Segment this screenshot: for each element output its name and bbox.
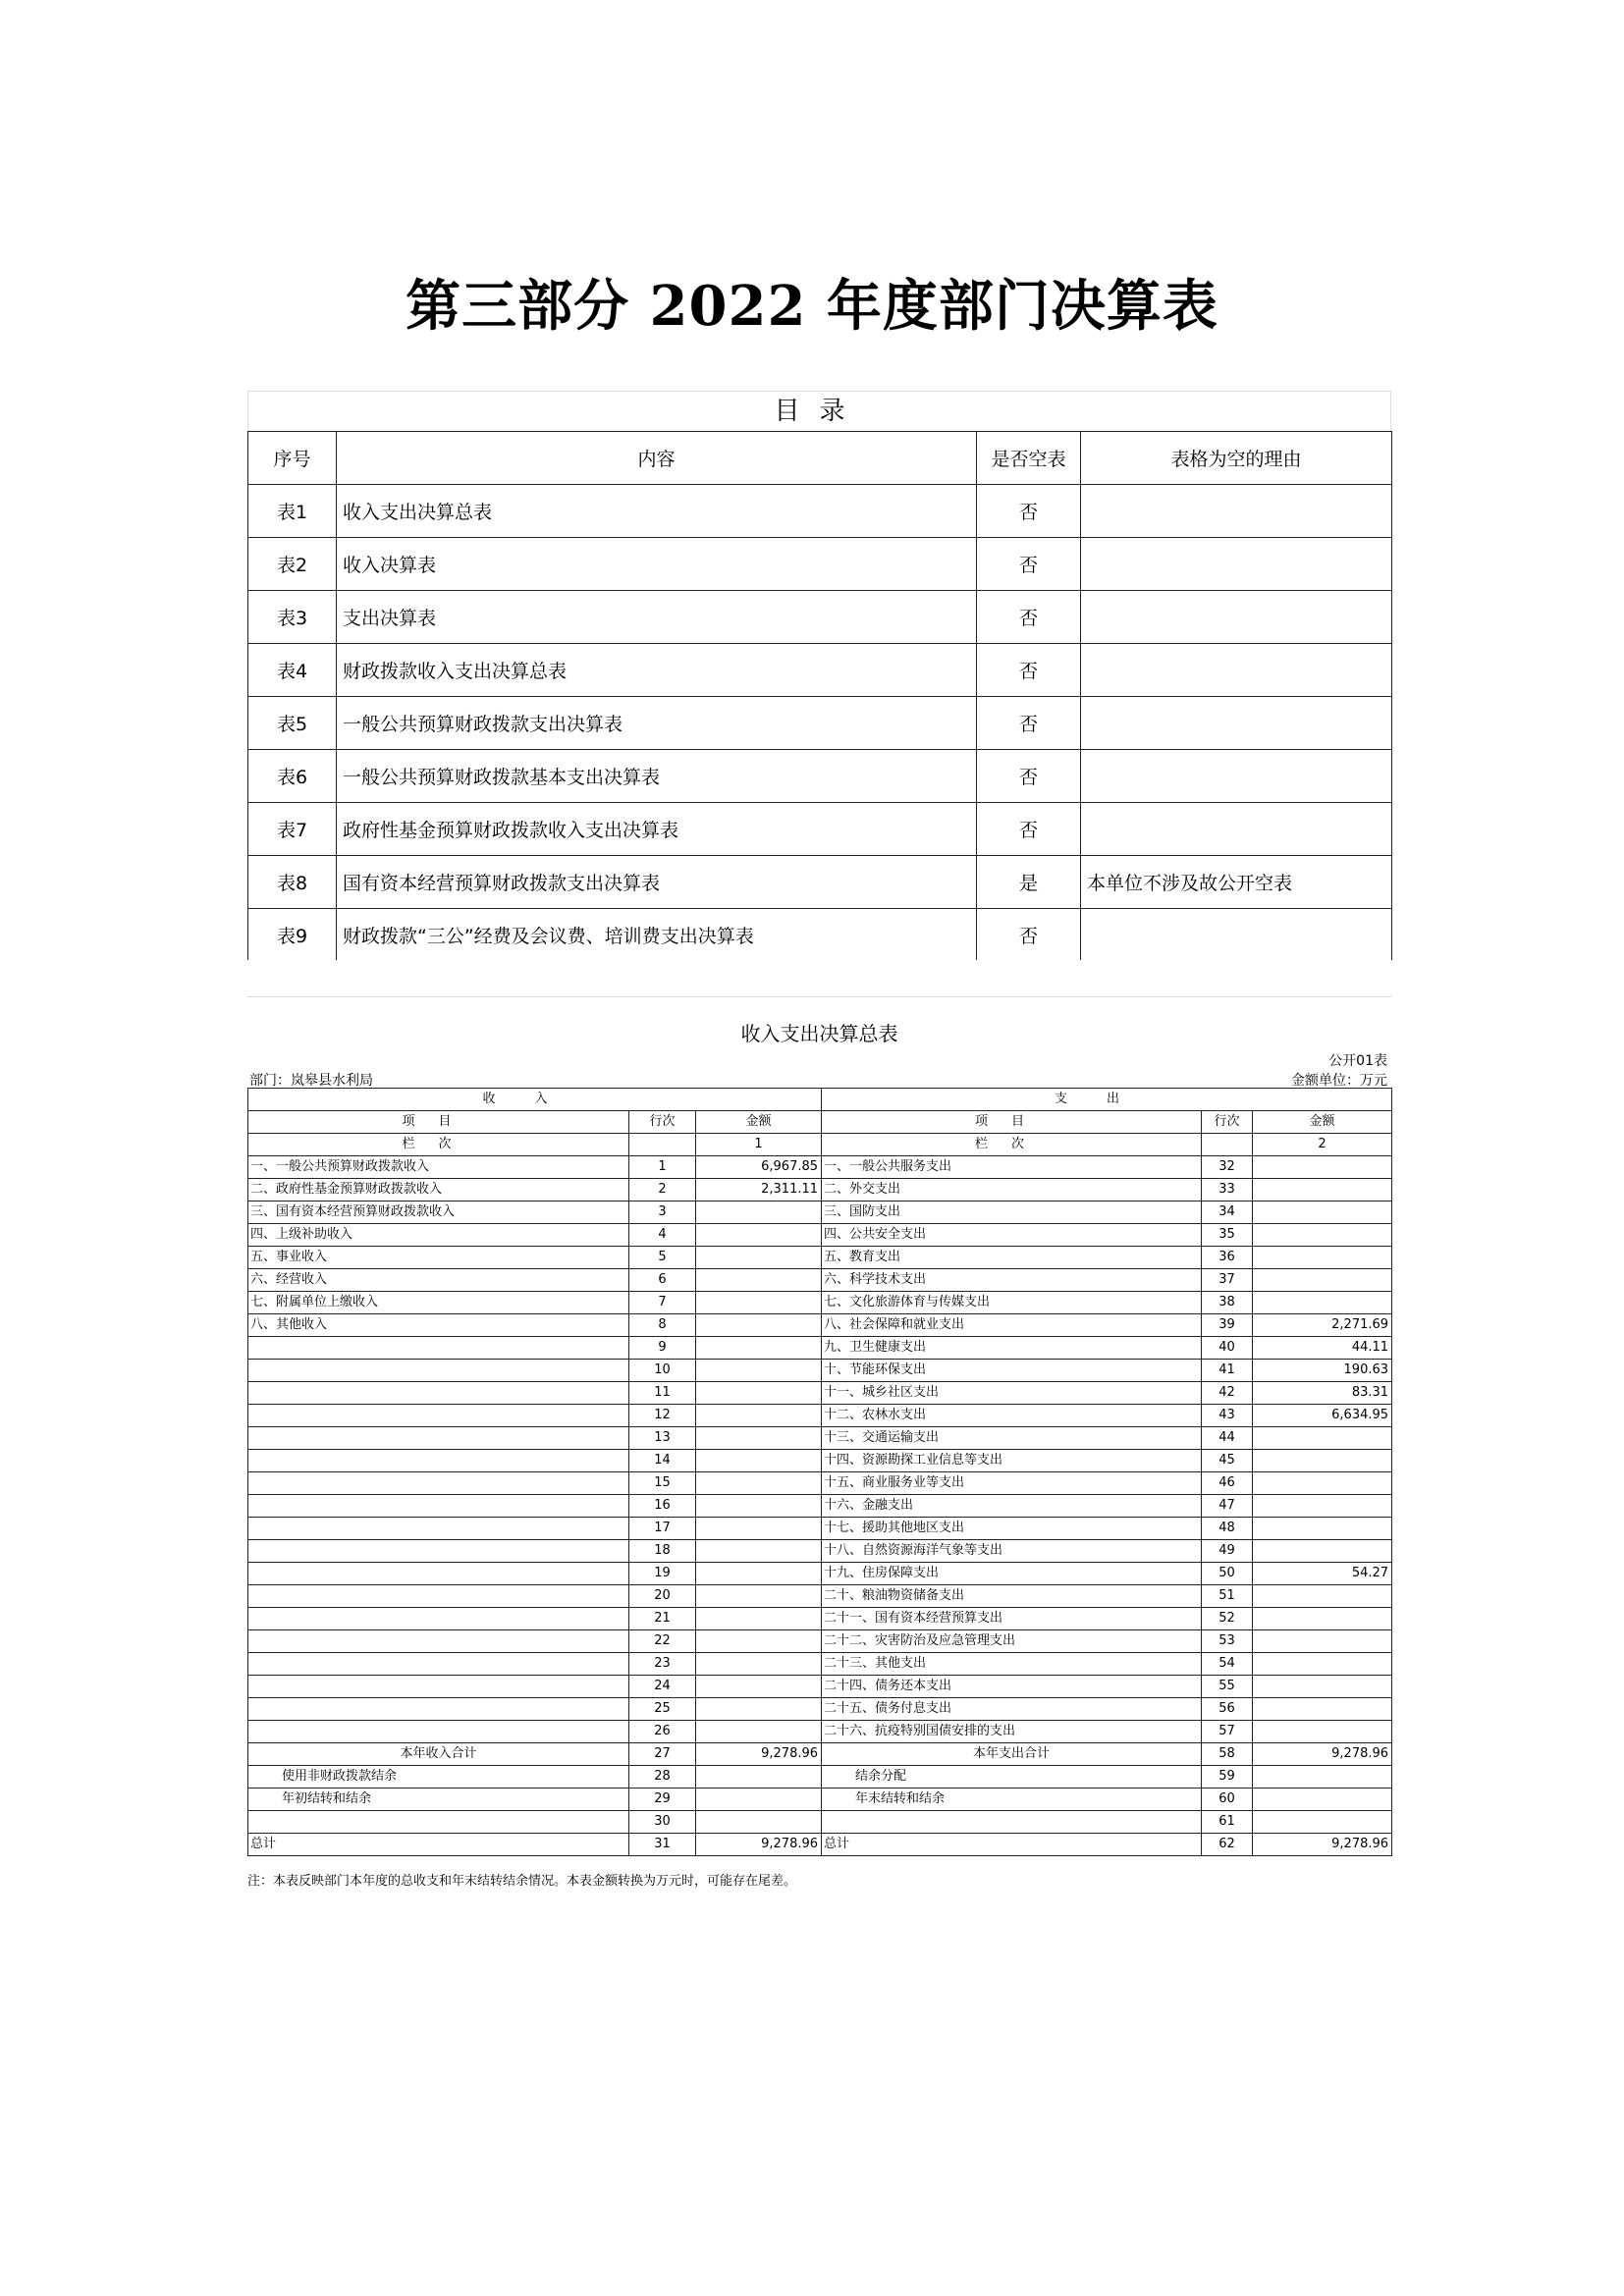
income-line: 29 <box>629 1789 696 1811</box>
expense-line: 40 <box>1202 1337 1253 1360</box>
expense-amount: 9,278.96 <box>1253 1834 1392 1856</box>
toc-row <box>248 485 1392 538</box>
toc-row <box>248 909 1392 961</box>
summary-row <box>248 1630 1392 1653</box>
toc-heading: 目录 <box>247 391 1391 431</box>
income-amount <box>696 1292 822 1314</box>
expense-line: 36 <box>1202 1247 1253 1269</box>
toc-empty: 否 <box>977 803 1081 856</box>
income-item <box>248 1653 629 1676</box>
income-line: 22 <box>629 1630 696 1653</box>
amount-unit: 金额单位：万元 <box>1291 1073 1387 1089</box>
income-item <box>248 1360 629 1382</box>
toc-empty: 否 <box>977 591 1081 644</box>
toc-col-content: 内容 <box>337 432 977 485</box>
summary-top-border <box>247 996 1391 1017</box>
expense-item: 二十一、国有资本经营预算支出 <box>822 1608 1202 1630</box>
income-line: 23 <box>629 1653 696 1676</box>
expense-line: 58 <box>1202 1743 1253 1766</box>
income-amount <box>696 1676 822 1698</box>
expense-amount <box>1253 1811 1392 1834</box>
income-line: 31 <box>629 1834 696 1856</box>
expense-amount: 6,634.95 <box>1253 1405 1392 1427</box>
expense-amount <box>1253 1540 1392 1563</box>
expense-amount <box>1253 1630 1392 1653</box>
income-amount: 6,967.85 <box>696 1156 822 1179</box>
expense-amount <box>1253 1269 1392 1292</box>
summary-row <box>248 1743 1392 1766</box>
summary-row <box>248 1292 1392 1314</box>
income-line: 11 <box>629 1382 696 1405</box>
income-line: 13 <box>629 1427 696 1450</box>
income-col-line: 行次 <box>629 1111 696 1134</box>
income-amount <box>696 1585 822 1608</box>
toc-reason <box>1081 803 1392 856</box>
expense-amount <box>1253 1653 1392 1676</box>
income-line: 26 <box>629 1721 696 1743</box>
expense-item: 二十四、债务还本支出 <box>822 1676 1202 1698</box>
income-line: 3 <box>629 1201 696 1224</box>
income-item <box>248 1698 629 1721</box>
toc-no: 表6 <box>248 750 337 803</box>
income-amount <box>696 1698 822 1721</box>
toc-content: 国有资本经营预算财政拨款支出决算表 <box>337 856 977 909</box>
toc-content: 一般公共预算财政拨款基本支出决算表 <box>337 750 977 803</box>
income-amount <box>696 1653 822 1676</box>
expense-col-amount: 金额 <box>1253 1111 1392 1134</box>
expense-col-no: 2 <box>1253 1134 1392 1156</box>
income-amount <box>696 1450 822 1472</box>
summary-row <box>248 1834 1392 1856</box>
income-amount <box>696 1360 822 1382</box>
expense-amount: 2,271.69 <box>1253 1314 1392 1337</box>
income-header: 收入 <box>248 1089 822 1111</box>
income-line: 16 <box>629 1495 696 1518</box>
income-amount <box>696 1427 822 1450</box>
expense-item: 十一、城乡社区支出 <box>822 1382 1202 1405</box>
summary-row <box>248 1563 1392 1585</box>
expense-item: 年末结转和结余 <box>822 1789 1202 1811</box>
income-amount <box>696 1405 822 1427</box>
expense-line: 53 <box>1202 1630 1253 1653</box>
expense-amount <box>1253 1676 1392 1698</box>
expense-line: 59 <box>1202 1766 1253 1789</box>
expense-line: 43 <box>1202 1405 1253 1427</box>
summary-row <box>248 1337 1392 1360</box>
toc-col-no: 序号 <box>248 432 337 485</box>
expense-line: 34 <box>1202 1201 1253 1224</box>
expense-amount <box>1253 1450 1392 1472</box>
income-amount <box>696 1563 822 1585</box>
form-id: 公开01表 <box>1328 1053 1387 1069</box>
toc-col-reason: 表格为空的理由 <box>1081 432 1392 485</box>
income-item <box>248 1337 629 1360</box>
income-item <box>248 1450 629 1472</box>
expense-item: 二十、粮油物资储备支出 <box>822 1585 1202 1608</box>
income-amount <box>696 1518 822 1540</box>
expense-line: 61 <box>1202 1811 1253 1834</box>
expense-line: 39 <box>1202 1314 1253 1337</box>
income-line: 6 <box>629 1269 696 1292</box>
summary-row <box>248 1698 1392 1721</box>
expense-item: 一、一般公共服务支出 <box>822 1156 1202 1179</box>
toc-no: 表4 <box>248 644 337 697</box>
department: 部门：岚皋县水利局 <box>249 1073 373 1089</box>
expense-amount <box>1253 1721 1392 1743</box>
income-amount <box>696 1382 822 1405</box>
expense-line: 38 <box>1202 1292 1253 1314</box>
income-amount <box>696 1201 822 1224</box>
expense-line: 32 <box>1202 1156 1253 1179</box>
summary-row <box>248 1201 1392 1224</box>
toc-reason <box>1081 697 1392 750</box>
expense-amount <box>1253 1585 1392 1608</box>
expense-amount <box>1253 1766 1392 1789</box>
income-amount <box>696 1766 822 1789</box>
income-amount <box>696 1495 822 1518</box>
income-item: 使用非财政拨款结余 <box>248 1766 629 1789</box>
toc-no: 表2 <box>248 538 337 591</box>
expense-line: 55 <box>1202 1676 1253 1698</box>
summary-title: 收入支出决算总表 <box>740 1022 898 1045</box>
income-item: 二、政府性基金预算财政拨款收入 <box>248 1179 629 1201</box>
expense-amount <box>1253 1201 1392 1224</box>
summary-row <box>248 1653 1392 1676</box>
toc-no: 表5 <box>248 697 337 750</box>
expense-line: 52 <box>1202 1608 1253 1630</box>
summary-row <box>248 1540 1392 1563</box>
income-item <box>248 1427 629 1450</box>
toc-no: 表3 <box>248 591 337 644</box>
expense-item: 九、卫生健康支出 <box>822 1337 1202 1360</box>
income-item <box>248 1518 629 1540</box>
summary-row <box>248 1405 1392 1427</box>
page-title: 第三部分 2022 年度部门决算表 <box>406 274 1218 339</box>
income-amount: 2,311.11 <box>696 1179 822 1201</box>
summary-section-header <box>248 1089 1392 1111</box>
toc-content: 收入决算表 <box>337 538 977 591</box>
income-col-item: 项目 <box>248 1111 629 1134</box>
expense-header: 支出 <box>822 1089 1392 1111</box>
toc-reason <box>1081 485 1392 538</box>
income-item: 三、国有资本经营预算财政拨款收入 <box>248 1201 629 1224</box>
expense-item: 十、节能环保支出 <box>822 1360 1202 1382</box>
toc-row <box>248 591 1392 644</box>
expense-item: 八、社会保障和就业支出 <box>822 1314 1202 1337</box>
toc-content: 一般公共预算财政拨款支出决算表 <box>337 697 977 750</box>
toc-content: 财政拨款“三公”经费及会议费、培训费支出决算表 <box>337 909 977 961</box>
income-line: 14 <box>629 1450 696 1472</box>
income-amount <box>696 1630 822 1653</box>
expense-item: 十六、金融支出 <box>822 1495 1202 1518</box>
income-item <box>248 1495 629 1518</box>
toc-no: 表8 <box>248 856 337 909</box>
toc-reason <box>1081 750 1392 803</box>
income-line: 21 <box>629 1608 696 1630</box>
summary-row <box>248 1247 1392 1269</box>
income-item: 六、经营收入 <box>248 1269 629 1292</box>
summary-col-header <box>248 1111 1392 1134</box>
summary-row <box>248 1427 1392 1450</box>
expense-amount <box>1253 1224 1392 1247</box>
summary-lanci-row <box>248 1134 1392 1156</box>
expense-amount <box>1253 1427 1392 1450</box>
toc-row <box>248 538 1392 591</box>
expense-line: 37 <box>1202 1269 1253 1292</box>
income-item: 一、一般公共预算财政拨款收入 <box>248 1156 629 1179</box>
expense-line: 49 <box>1202 1540 1253 1563</box>
income-amount: 9,278.96 <box>696 1743 822 1766</box>
toc-empty: 否 <box>977 909 1081 961</box>
income-line: 8 <box>629 1314 696 1337</box>
expense-item: 总计 <box>822 1834 1202 1856</box>
expense-amount: 83.31 <box>1253 1382 1392 1405</box>
income-line: 27 <box>629 1743 696 1766</box>
expense-item: 结余分配 <box>822 1766 1202 1789</box>
expense-item <box>822 1811 1202 1834</box>
expense-item: 六、科学技术支出 <box>822 1269 1202 1292</box>
toc-section <box>247 391 1391 960</box>
income-item <box>248 1585 629 1608</box>
income-amount <box>696 1608 822 1630</box>
expense-amount: 44.11 <box>1253 1337 1392 1360</box>
income-col-amount: 金额 <box>696 1111 822 1134</box>
toc-row <box>248 803 1392 856</box>
summary-table <box>247 1088 1392 1856</box>
toc-row <box>248 644 1392 697</box>
toc-row <box>248 697 1392 750</box>
summary-meta <box>247 1050 1391 1088</box>
toc-reason <box>1081 538 1392 591</box>
expense-amount: 190.63 <box>1253 1360 1392 1382</box>
income-amount <box>696 1540 822 1563</box>
expense-line: 62 <box>1202 1834 1253 1856</box>
income-item <box>248 1608 629 1630</box>
summary-row <box>248 1585 1392 1608</box>
summary-row <box>248 1382 1392 1405</box>
toc-reason <box>1081 591 1392 644</box>
expense-line: 56 <box>1202 1698 1253 1721</box>
income-item: 八、其他收入 <box>248 1314 629 1337</box>
expense-line: 54 <box>1202 1653 1253 1676</box>
income-amount <box>696 1247 822 1269</box>
expense-item: 七、文化旅游体育与传媒支出 <box>822 1292 1202 1314</box>
income-line: 4 <box>629 1224 696 1247</box>
income-line: 12 <box>629 1405 696 1427</box>
summary-row <box>248 1518 1392 1540</box>
summary-row <box>248 1495 1392 1518</box>
expense-item: 二十五、债务付息支出 <box>822 1698 1202 1721</box>
income-line: 1 <box>629 1156 696 1179</box>
income-item <box>248 1811 629 1834</box>
income-amount <box>696 1789 822 1811</box>
income-amount <box>696 1811 822 1834</box>
expense-line: 41 <box>1202 1360 1253 1382</box>
expense-line: 44 <box>1202 1427 1253 1450</box>
expense-amount <box>1253 1292 1392 1314</box>
summary-note: 注：本表反映部门本年度的总收支和年末结转结余情况。本表金额转换为万元时，可能存在尾差。 <box>247 1874 797 1889</box>
income-item: 七、附属单位上缴收入 <box>248 1292 629 1314</box>
expense-item: 十七、援助其他地区支出 <box>822 1518 1202 1540</box>
expense-amount <box>1253 1156 1392 1179</box>
income-amount: 9,278.96 <box>696 1834 822 1856</box>
income-line: 20 <box>629 1585 696 1608</box>
expense-item: 四、公共安全支出 <box>822 1224 1202 1247</box>
expense-item: 十三、交通运输支出 <box>822 1427 1202 1450</box>
income-line: 5 <box>629 1247 696 1269</box>
income-line: 18 <box>629 1540 696 1563</box>
expense-line: 45 <box>1202 1450 1253 1472</box>
income-item <box>248 1382 629 1405</box>
expense-lanci-blank <box>1202 1134 1253 1156</box>
toc-empty: 否 <box>977 697 1081 750</box>
income-col-no: 1 <box>696 1134 822 1156</box>
expense-item: 二、外交支出 <box>822 1179 1202 1201</box>
income-item: 本年收入合计 <box>248 1743 629 1766</box>
toc-row <box>248 750 1392 803</box>
expense-item: 三、国防支出 <box>822 1201 1202 1224</box>
expense-line: 51 <box>1202 1585 1253 1608</box>
expense-lanci: 栏次 <box>822 1134 1202 1156</box>
income-item: 四、上级补助收入 <box>248 1224 629 1247</box>
expense-line: 35 <box>1202 1224 1253 1247</box>
income-item <box>248 1540 629 1563</box>
toc-content: 财政拨款收入支出决算总表 <box>337 644 977 697</box>
expense-col-line: 行次 <box>1202 1111 1253 1134</box>
income-amount <box>696 1224 822 1247</box>
toc-row <box>248 856 1392 909</box>
toc-content: 支出决算表 <box>337 591 977 644</box>
income-item <box>248 1405 629 1427</box>
income-item <box>248 1630 629 1653</box>
expense-item: 十二、农林水支出 <box>822 1405 1202 1427</box>
income-line: 25 <box>629 1698 696 1721</box>
expense-item: 十四、资源勘探工业信息等支出 <box>822 1450 1202 1472</box>
expense-line: 47 <box>1202 1495 1253 1518</box>
expense-col-item: 项目 <box>822 1111 1202 1134</box>
expense-line: 57 <box>1202 1721 1253 1743</box>
summary-row <box>248 1156 1392 1179</box>
summary-row <box>248 1179 1392 1201</box>
expense-item: 二十六、抗疫特别国债安排的支出 <box>822 1721 1202 1743</box>
toc-empty: 是 <box>977 856 1081 909</box>
expense-amount <box>1253 1518 1392 1540</box>
income-item: 五、事业收入 <box>248 1247 629 1269</box>
summary-row <box>248 1472 1392 1495</box>
toc-reason <box>1081 644 1392 697</box>
expense-amount <box>1253 1495 1392 1518</box>
income-item: 总计 <box>248 1834 629 1856</box>
income-amount <box>696 1721 822 1743</box>
income-line: 2 <box>629 1179 696 1201</box>
income-amount <box>696 1314 822 1337</box>
toc-no: 表9 <box>248 909 337 961</box>
income-item: 年初结转和结余 <box>248 1789 629 1811</box>
expense-line: 48 <box>1202 1518 1253 1540</box>
income-amount <box>696 1472 822 1495</box>
summary-row <box>248 1721 1392 1743</box>
expense-amount <box>1253 1472 1392 1495</box>
summary-row <box>248 1789 1392 1811</box>
expense-amount <box>1253 1247 1392 1269</box>
income-item <box>248 1676 629 1698</box>
summary-row <box>248 1811 1392 1834</box>
expense-amount: 9,278.96 <box>1253 1743 1392 1766</box>
expense-line: 50 <box>1202 1563 1253 1585</box>
expense-amount <box>1253 1608 1392 1630</box>
toc-content: 收入支出决算总表 <box>337 485 977 538</box>
summary-row <box>248 1766 1392 1789</box>
summary-row <box>248 1224 1392 1247</box>
expense-line: 46 <box>1202 1472 1253 1495</box>
toc-reason <box>1081 909 1392 961</box>
income-lanci: 栏次 <box>248 1134 629 1156</box>
toc-reason: 本单位不涉及故公开空表 <box>1081 856 1392 909</box>
toc-table <box>247 431 1392 960</box>
summary-row <box>248 1269 1392 1292</box>
toc-header-row <box>248 432 1392 485</box>
expense-item: 十九、住房保障支出 <box>822 1563 1202 1585</box>
expense-item: 二十二、灾害防治及应急管理支出 <box>822 1630 1202 1653</box>
income-line: 9 <box>629 1337 696 1360</box>
income-item <box>248 1472 629 1495</box>
summary-row <box>248 1314 1392 1337</box>
expense-line: 60 <box>1202 1789 1253 1811</box>
summary-row <box>248 1450 1392 1472</box>
income-amount <box>696 1269 822 1292</box>
summary-row <box>248 1676 1392 1698</box>
income-line: 30 <box>629 1811 696 1834</box>
income-line: 10 <box>629 1360 696 1382</box>
toc-no: 表1 <box>248 485 337 538</box>
toc-empty: 否 <box>977 485 1081 538</box>
summary-section <box>247 996 1391 1889</box>
toc-content: 政府性基金预算财政拨款收入支出决算表 <box>337 803 977 856</box>
expense-line: 33 <box>1202 1179 1253 1201</box>
toc-col-empty: 是否空表 <box>977 432 1081 485</box>
income-line: 17 <box>629 1518 696 1540</box>
expense-item: 十五、商业服务业等支出 <box>822 1472 1202 1495</box>
summary-row <box>248 1360 1392 1382</box>
income-lanci-blank <box>629 1134 696 1156</box>
income-line: 24 <box>629 1676 696 1698</box>
income-line: 7 <box>629 1292 696 1314</box>
expense-amount <box>1253 1179 1392 1201</box>
expense-item: 本年支出合计 <box>822 1743 1202 1766</box>
summary-row <box>248 1608 1392 1630</box>
expense-item: 五、教育支出 <box>822 1247 1202 1269</box>
income-line: 19 <box>629 1563 696 1585</box>
income-item <box>248 1721 629 1743</box>
expense-item: 二十三、其他支出 <box>822 1653 1202 1676</box>
income-amount <box>696 1337 822 1360</box>
income-line: 15 <box>629 1472 696 1495</box>
income-item <box>248 1563 629 1585</box>
expense-amount: 54.27 <box>1253 1563 1392 1585</box>
expense-line: 42 <box>1202 1382 1253 1405</box>
toc-empty: 否 <box>977 750 1081 803</box>
toc-empty: 否 <box>977 538 1081 591</box>
toc-no: 表7 <box>248 803 337 856</box>
expense-amount <box>1253 1698 1392 1721</box>
expense-item: 十八、自然资源海洋气象等支出 <box>822 1540 1202 1563</box>
toc-empty: 否 <box>977 644 1081 697</box>
expense-amount <box>1253 1789 1392 1811</box>
income-line: 28 <box>629 1766 696 1789</box>
